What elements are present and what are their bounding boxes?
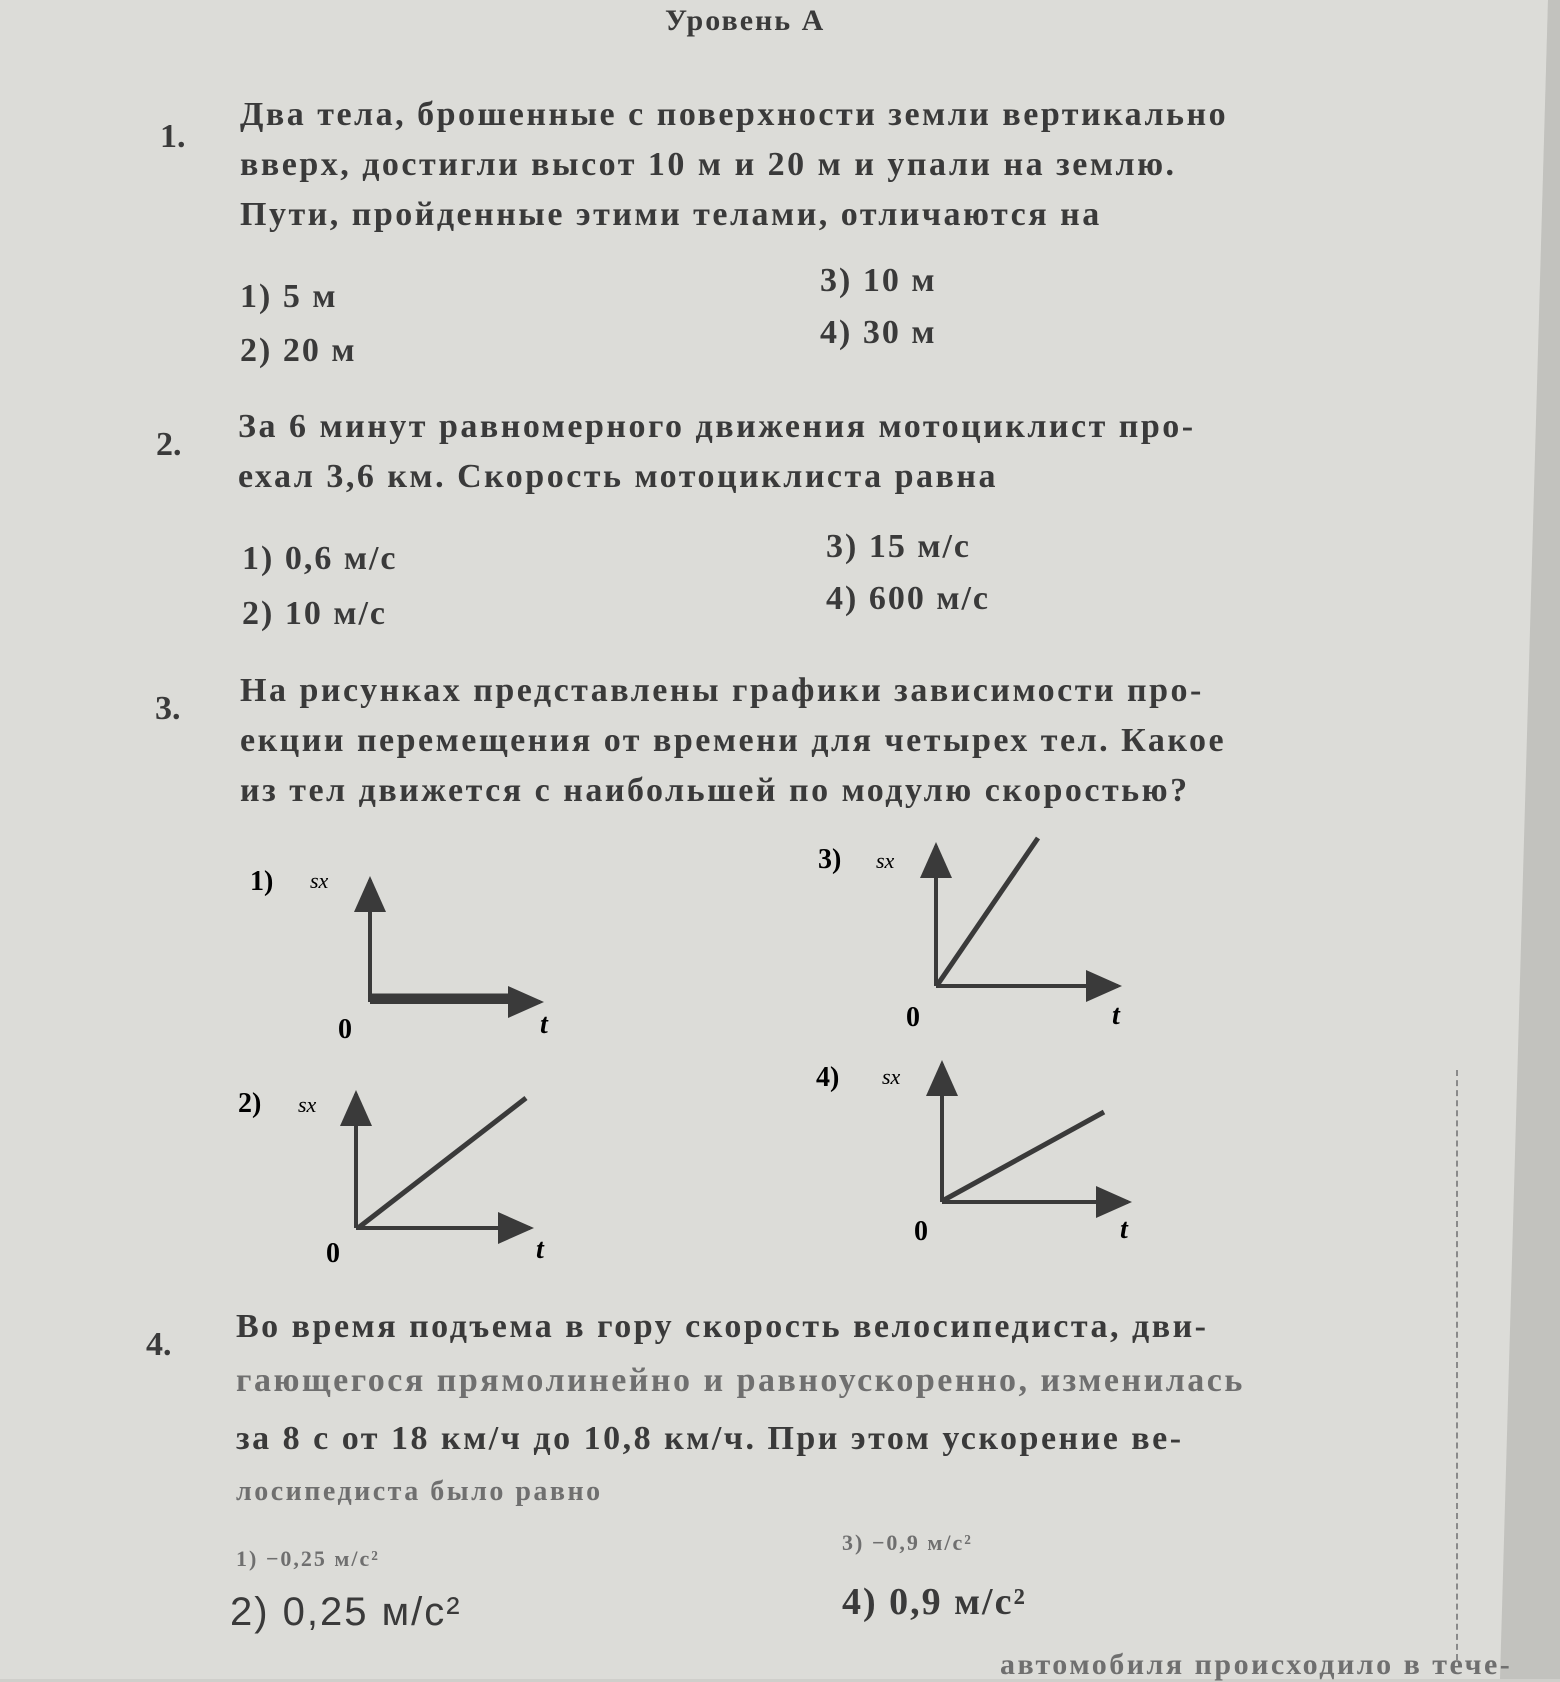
question-3-line-1: На рисунках представлены графики зависимости про- bbox=[240, 672, 1204, 709]
graph-2-axis-y: sx bbox=[298, 1092, 317, 1117]
graph-2-label: 2) bbox=[238, 1088, 262, 1119]
question-1-line-2: вверх, достигли высот 10 м и 20 м и упали на землю. bbox=[240, 146, 1177, 183]
graph-1-axis-x: t bbox=[540, 1009, 548, 1040]
graph-2-line bbox=[358, 1098, 526, 1228]
question-1-line-1: Два тела, брошенные с поверхности земли вертикально bbox=[240, 96, 1229, 133]
question-3-line-3: из тел движется с наибольшей по модулю скоростью? bbox=[240, 772, 1190, 809]
graph-3-axis-x: t bbox=[1112, 1000, 1120, 1031]
question-2-option-3[interactable]: 3) 15 м/с bbox=[826, 528, 972, 565]
question-1-option-2[interactable]: 2) 20 м bbox=[240, 332, 357, 369]
question-1-option-1[interactable]: 1) 5 м bbox=[240, 278, 338, 315]
graph-4-axis-x: t bbox=[1120, 1214, 1128, 1245]
graph-4-label: 4) bbox=[816, 1062, 840, 1093]
graph-4 bbox=[816, 1062, 1129, 1247]
graph-4-line bbox=[944, 1112, 1104, 1200]
question-4-line-3: за 8 с от 18 км/ч до 10,8 км/ч. При этом ускорение ве- bbox=[236, 1420, 1184, 1457]
question-4-option-2[interactable]: 2) 0,25 м/с² bbox=[230, 1590, 462, 1634]
question-2-option-1[interactable]: 1) 0,6 м/с bbox=[242, 540, 398, 577]
graph-1-label: 1) bbox=[250, 866, 274, 897]
question-4-option-3[interactable]: 3) −0,9 м/с² bbox=[842, 1530, 973, 1555]
graph-2-origin: 0 bbox=[326, 1238, 340, 1269]
question-1-option-3[interactable]: 3) 10 м bbox=[820, 262, 937, 299]
question-2-number: 2. bbox=[156, 426, 182, 463]
question-4-option-1[interactable]: 1) −0,25 м/с² bbox=[236, 1546, 380, 1571]
question-4-line-1: Во время подъема в гору скорость велосипедиста, дви- bbox=[236, 1308, 1209, 1345]
graph-4-axis-y: sx bbox=[882, 1064, 901, 1089]
graph-4-origin: 0 bbox=[914, 1216, 928, 1247]
footer-fragment: автомобиля происходило в тече- bbox=[1000, 1648, 1513, 1681]
graph-1-origin: 0 bbox=[338, 1014, 352, 1045]
question-4-number: 4. bbox=[146, 1326, 172, 1363]
page-heading: Уровень А bbox=[665, 4, 826, 37]
question-1-number: 1. bbox=[160, 118, 186, 155]
graph-2 bbox=[238, 1088, 545, 1269]
question-2-option-2[interactable]: 2) 10 м/с bbox=[242, 595, 388, 632]
graph-1-axis-y: sx bbox=[310, 868, 329, 893]
question-3-number: 3. bbox=[155, 690, 181, 727]
question-1-option-4[interactable]: 4) 30 м bbox=[820, 314, 937, 351]
graph-3-origin: 0 bbox=[906, 1002, 920, 1033]
graph-3 bbox=[818, 838, 1121, 1033]
question-2-option-4[interactable]: 4) 600 м/с bbox=[826, 580, 991, 617]
question-2-line-1: За 6 минут равномерного движения мотоциклист про- bbox=[238, 408, 1196, 445]
question-4-option-4[interactable]: 4) 0,9 м/с² bbox=[842, 1581, 1027, 1623]
question-1-line-3: Пути, пройденные этими телами, отличаются на bbox=[240, 196, 1102, 233]
graph-3-label: 3) bbox=[818, 844, 842, 875]
graph-1 bbox=[250, 866, 549, 1045]
question-4-line-4: лосипедиста было равно bbox=[236, 1476, 603, 1507]
graph-3-line bbox=[938, 838, 1038, 984]
question-4-line-2: гающегося прямолинейно и равноускоренно, изменилась bbox=[236, 1362, 1245, 1399]
question-3-line-2: екции перемещения от времени для четырех тел. Какое bbox=[240, 722, 1227, 759]
question-2-line-2: ехал 3,6 км. Скорость мотоциклиста равна bbox=[238, 458, 998, 495]
graph-3-axis-y: sx bbox=[876, 848, 895, 873]
graph-2-axis-x: t bbox=[536, 1234, 544, 1265]
